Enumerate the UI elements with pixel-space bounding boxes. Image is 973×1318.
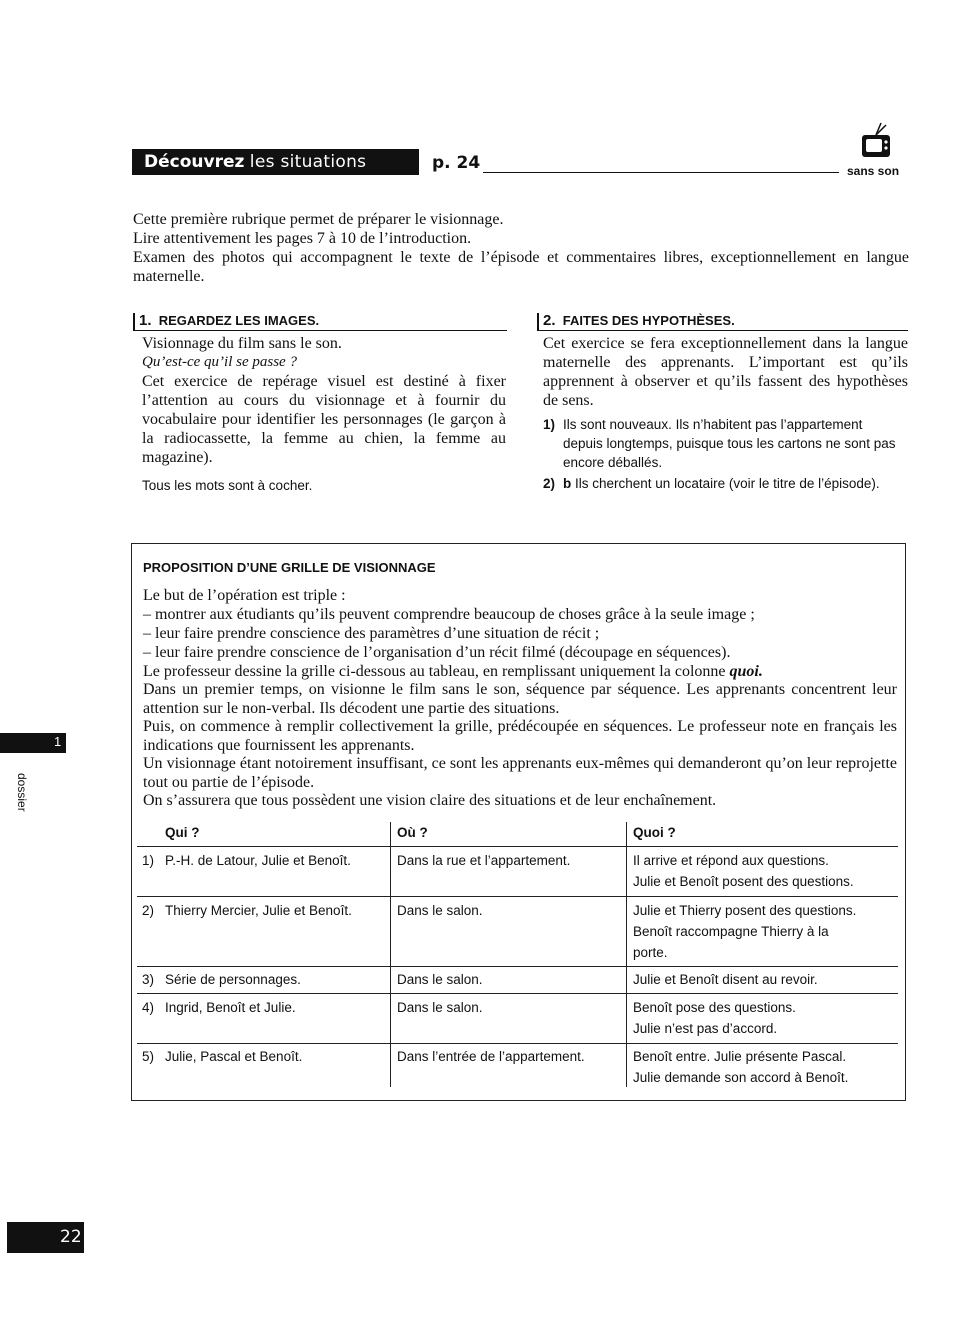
box-paragraph-1-text: Le professeur dessine la grille ci-dessous au tableau, en remplissant uniquement la colonne [143,663,730,680]
row-3-number: 3) [142,972,155,987]
row-4-ou: Dans le salon. [397,1000,483,1015]
table-rule [137,896,898,897]
section-banner [132,149,419,175]
row-1-quoi-line-1: Il arrive et répond aux questions. [633,853,829,868]
row-4-qui: Ingrid, Benoît et Julie. [165,1000,296,1015]
table-column-divider [626,822,627,1087]
section-1-note: Tous les mots sont à cocher. [142,478,313,493]
answer-1-text: Ils sont nouveaux. Ils n’habitent pas l’appartement depuis longtemps, puisque tous les cartons ne sont pas encore déballés. [563,417,896,470]
row-1-qui: P.-H. de Latour, Julie et Benoît. [165,853,351,868]
section-1-title: REGARDEZ LES IMAGES. [158,313,320,328]
box-bullet-1: – montrer aux étudiants qu’ils peuvent comprendre beaucoup de choses grâce à la seule image ; [143,606,755,623]
banner-title-light: les situations [249,152,367,172]
answer-1-number: 1) [543,417,556,432]
section-2-marker [537,313,539,331]
column-header-ou: Où ? [397,825,428,840]
row-2-quoi-line-2: Benoît raccompagne Thierry à la [633,924,829,939]
page-reference: p. 24 [432,153,481,173]
table-column-divider [390,822,391,1087]
row-3-qui: Série de personnages. [165,972,301,987]
section-2-answer-1 [543,415,903,472]
table-rule [137,1043,898,1044]
section-2-number: 2. [543,312,556,329]
row-3-quoi-line-1: Julie et Benoît disent au revoir. [633,972,818,987]
section-2-heading [543,312,735,329]
row-1-quoi [633,850,854,892]
row-5-number: 5) [142,1049,155,1064]
row-1-quoi-line-2: Julie et Benoît posent des questions. [633,874,854,889]
row-3-ou: Dans le salon. [397,972,483,987]
section-2-answer-2 [543,474,903,493]
section-2-title: FAITES DES HYPOTHÈSES. [562,313,735,328]
row-5-qui: Julie, Pascal et Benoît. [165,1049,303,1064]
box-bullet-2: – leur faire prendre conscience des paramètres d’une situation de récit ; [143,625,600,642]
section-1-rule [133,330,507,331]
chapter-tab-label: dossier [15,773,29,812]
box-paragraph-2: Dans un premier temps, on visionne le film sans le son, séquence par séquence. Les apprenants concentrent leur attention sur le non-verbal. Ils décodent une partie des situations. [143,681,897,717]
row-5-quoi-line-2: Julie demande son accord à Benoît. [633,1070,849,1085]
answer-2-text: Ils cherchent un locataire (voir le titre de l’épisode). [575,476,880,491]
row-2-quoi-line-3: porte. [633,945,668,960]
television-icon [859,121,893,161]
answer-2-letter: b [563,476,572,491]
tv-caption: sans son [847,164,900,178]
box-paragraph-1 [143,663,897,682]
row-1-ou: Dans la rue et l’appartement. [397,853,571,868]
section-2-rule [537,330,908,331]
banner-title-bold: Découvrez [144,152,245,172]
section-1-heading [139,312,319,329]
header-rule [483,172,839,173]
answer-2-number: 2) [543,476,556,491]
row-4-quoi-line-1: Benoît pose des questions. [633,1000,796,1015]
row-4-number: 4) [142,1000,155,1015]
row-2-ou: Dans le salon. [397,903,483,918]
row-1-number: 1) [142,853,155,868]
section-1-body: Cet exercice de repérage visuel est destiné à fixer l’attention au cours du visionnage et à fournir du vocabulaire pour identifier les personnages (le garçon à la radiocassette, la femme au chien, la femme au magazine). [142,373,506,466]
table-rule [137,846,898,847]
intro-line-1: Cette première rubrique permet de préparer le visionnage. [133,211,504,228]
section-1-number: 1. [139,312,152,329]
column-header-qui: Qui ? [165,825,200,840]
intro-line-2: Lire attentivement les pages 7 à 10 de l’introduction. [133,230,472,247]
row-4-quoi-line-2: Julie n’est pas d’accord. [633,1021,778,1036]
row-5-quoi [633,1046,848,1088]
box-title: PROPOSITION D’UNE GRILLE DE VISIONNAGE [143,560,436,575]
section-1-question: Qu’est-ce qu’il se passe ? [142,354,297,370]
row-2-quoi [633,900,856,963]
section-1-marker [133,313,135,331]
box-intro: Le but de l’opération est triple : [143,587,346,604]
row-4-quoi [633,997,796,1039]
row-2-qui: Thierry Mercier, Julie et Benoît. [165,903,352,918]
table-rule [137,966,898,967]
page-number: 22 [60,1227,82,1247]
box-bullet-3: – leur faire prendre conscience de l’organisation d’un récit filmé (découpage en séquences). [143,644,731,661]
section-1-text [142,334,506,467]
box-paragraph-1-italic: quoi. [729,663,763,680]
row-5-ou: Dans l’entrée de l’appartement. [397,1049,585,1064]
box-paragraph-4: Un visionnage étant notoirement insuffisant, ce sont les apprenants eux-mêmes qui demanderont qu’on leur reprojette tout ou partie de l’épisode. [143,755,897,791]
row-2-number: 2) [142,903,155,918]
column-header-quoi: Quoi ? [633,825,676,840]
row-3-quoi [633,969,818,990]
table-rule [137,993,898,994]
section-1-line: Visionnage du film sans le son. [142,335,342,352]
section-2-body: Cet exercice se fera exceptionnellement dans la langue maternelle des apprenants. L’important est qu’ils apprennent à observer et qu’ils fassent des hypothèses de sens. [543,335,908,409]
row-5-quoi-line-1: Benoît entre. Julie présente Pascal. [633,1049,847,1064]
intro-line-3: Examen des photos qui accompagnent le texte de l’épisode et commentaires libres, exceptionnellement en langue maternelle. [133,249,909,285]
row-2-quoi-line-1: Julie et Thierry posent des questions. [633,903,857,918]
chapter-tab-number: 1 [54,734,62,749]
box-paragraph-5: On s’assurera que tous possèdent une vision claire des situations et de leur enchaînement. [143,792,717,809]
box-paragraph-3: Puis, on commence à remplir collectivement la grille, prédécoupée en séquences. Le professeur note en français les indications que fournissent les apprenants. [143,718,897,754]
